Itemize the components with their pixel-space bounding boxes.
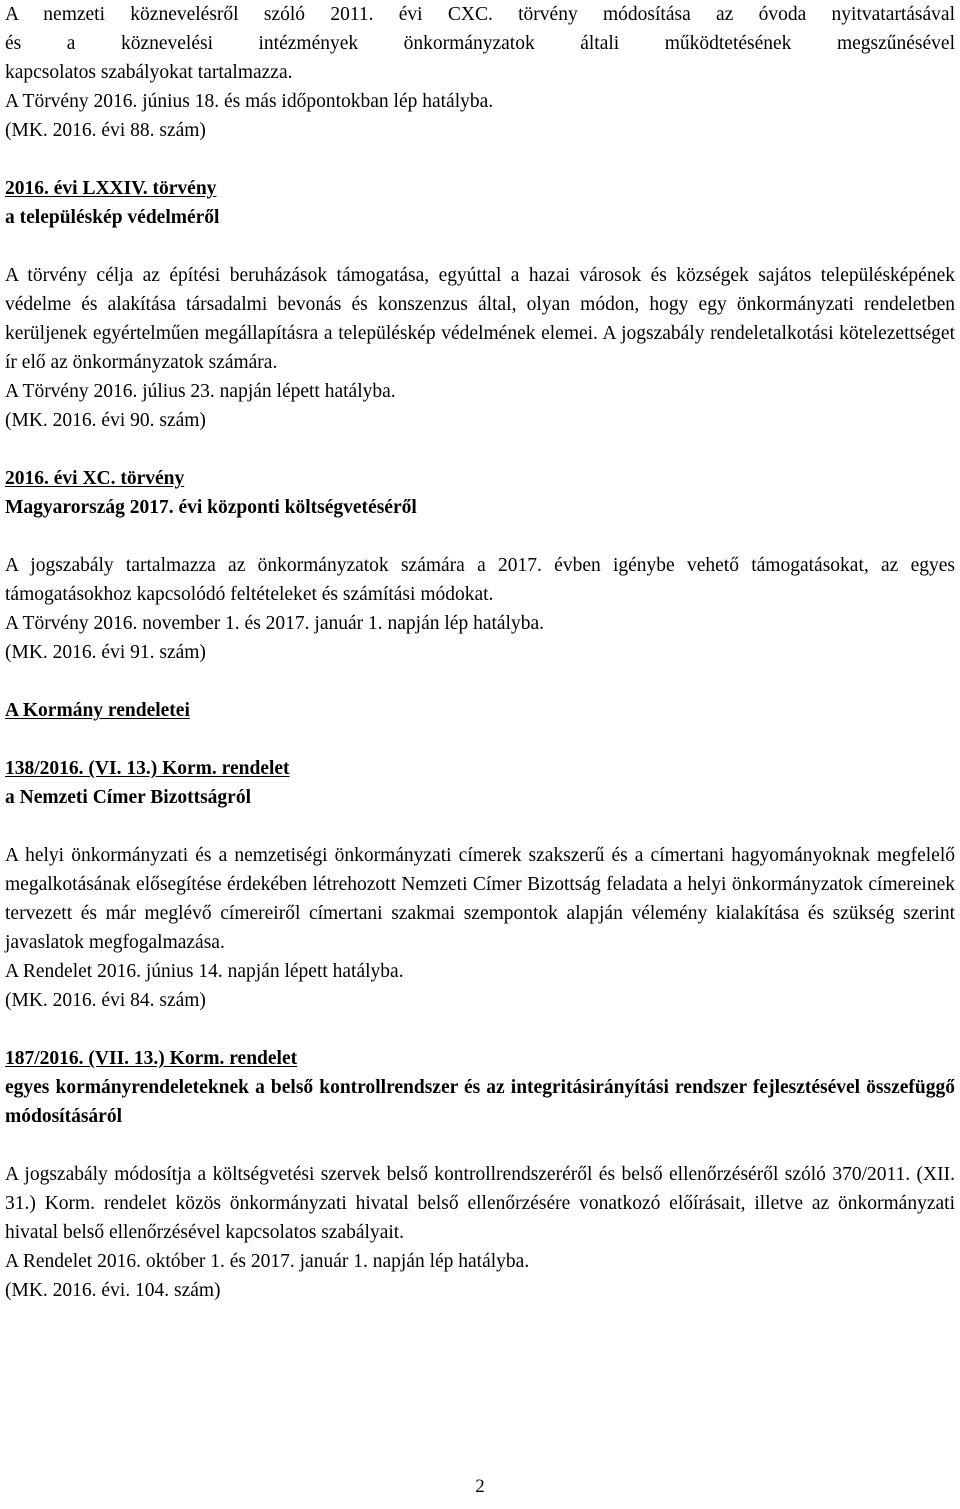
law-xc-gazette: (MK. 2016. évi 91. szám) (5, 642, 206, 663)
page-number: 2 (475, 1476, 485, 1497)
decree-187-body: A jogszabály módosítja a költségvetési szervek belső kontrollrendszeréről és belső ellenőrzéséről szóló 370/2011. (XII. 31.) Korm. rendelet közös önkormányzati hivatal belső ellenőrzésére vonatkozó előírásait, illetve az önkormányzati hivatal belső ellenőrzésével kapcsolatos szabályait. (5, 1164, 955, 1243)
law-lxxiv-effective: A Törvény 2016. július 23. napján lépett hatályba. (5, 381, 396, 402)
intro-line-1: A nemzeti köznevelésről szóló 2011. évi CXC. törvény módosítása az óvoda nyitvatartásával (5, 4, 955, 25)
section-heading-government-decrees: A Kormány rendeletei (5, 700, 190, 721)
decree-187-effective: A Rendelet 2016. október 1. és 2017. január 1. napján lép hatályba. (5, 1251, 530, 1272)
law-lxxiv-title: a településkép védelméről (5, 207, 220, 228)
decree-138-gazette: (MK. 2016. évi 84. szám) (5, 990, 206, 1011)
law-xc-body: A jogszabály tartalmazza az önkormányzatok számára a 2017. évben igénybe vehető támogatásokat, az egyes támogatásokhoz kapcsolódó feltételeket és számítási módokat. (5, 555, 955, 605)
document-page (5, 0, 955, 1305)
law-lxxiv-number: 2016. évi LXXIV. törvény (5, 178, 217, 199)
law-xc-title: Magyarország 2017. évi központi költségvetéséről (5, 497, 417, 518)
decree-187-number: 187/2016. (VII. 13.) Korm. rendelet (5, 1048, 298, 1069)
law-xc-effective: A Törvény 2016. november 1. és 2017. január 1. napján lép hatályba. (5, 613, 545, 634)
law-lxxiv-body: A törvény célja az építési beruházások támogatása, egyúttal a hazai városok és községek sajátos településképének védelme és alakítása társadalmi bevonás és konszenzus által, olyan módon, hogy egy önkormányzati rendeletben kerüljenek egyértelműen megállapításra a településkép védelmének elemei. A jogszabály rendeletalkotási kötelezettséget ír elő az önkormányzatok számára. (5, 265, 955, 373)
law-lxxiv-gazette: (MK. 2016. évi 90. szám) (5, 410, 206, 431)
decree-187-title: egyes kormányrendeleteknek a belső kontrollrendszer és az integritásirányítási rendszer fejlesztésével összefüggő módosításáról (5, 1077, 955, 1127)
intro-gazette: (MK. 2016. évi 88. szám) (5, 120, 206, 141)
decree-138-number: 138/2016. (VI. 13.) Korm. rendelet (5, 758, 290, 779)
intro-line-3: kapcsolatos szabályokat tartalmazza. (5, 62, 293, 83)
decree-187-gazette: (MK. 2016. évi. 104. szám) (5, 1280, 221, 1301)
decree-138-title: a Nemzeti Címer Bizottságról (5, 787, 252, 808)
intro-line-2: és a köznevelési intézmények önkormányzatok általi működtetésének megszűnésével (5, 33, 955, 54)
decree-138-body: A helyi önkormányzati és a nemzetiségi önkormányzati címerek szakszerű és a címertani hagyományoknak megfelelő megalkotásának elősegítése érdekében létrehozott Nemzeti Címer Bizottság feladata a helyi önkormányzatok címereinek tervezett és már meglévő címereiről címertani szakmai szempontok alapján vélemény kialakítása és szükség szerint javaslatok megfogalmazása. (5, 845, 955, 953)
decree-138-effective: A Rendelet 2016. június 14. napján lépett hatályba. (5, 961, 404, 982)
law-xc-number: 2016. évi XC. törvény (5, 468, 185, 489)
intro-effective: A Törvény 2016. június 18. és más időpontokban lép hatályba. (5, 91, 494, 112)
